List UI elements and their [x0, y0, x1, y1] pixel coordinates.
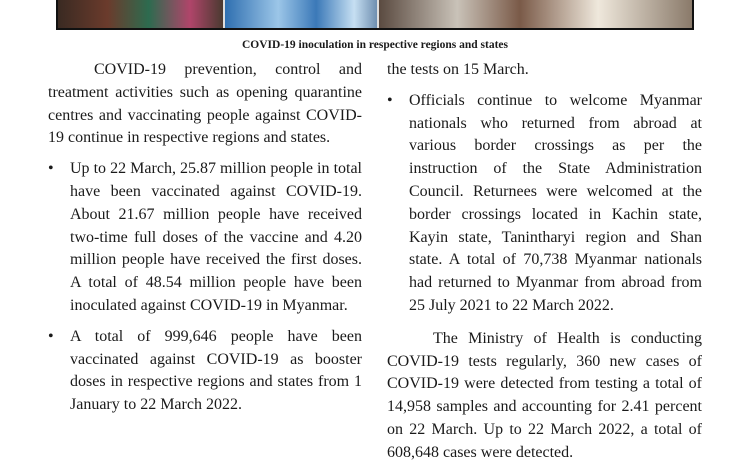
intro-paragraph: COVID-19 prevention, control and treatment activities such as opening quarantine centres and vaccinating people against COVID-19 continue in respective regions and states.: [48, 61, 362, 147]
covid-tests-paragraph: The Ministry of Health is conducting COVID-19 tests regularly, 360 new cases of COVID-19 were detected from testing a total of 14,958 samples and accounting for 2.41 percent on 22 March. Up to 22 March 2022, a total of 608,648 cases were detected.: [387, 329, 702, 461]
news-photo-vaccination: [377, 0, 692, 28]
right-text-column: [387, 59, 702, 465]
bullet-icon: •: [48, 160, 54, 178]
bullet-icon: •: [387, 91, 393, 109]
bullet-icon: •: [48, 327, 54, 345]
continued-text: the tests on 15 March.: [387, 61, 529, 78]
news-photo-strip: [56, 0, 694, 30]
left-text-column: [48, 59, 362, 417]
booster-dose-text: A total of 999,646 people have been vaccinated against COVID-19 as booster doses in respective regions and states from 1 January to 22 March 2022.: [70, 327, 362, 414]
news-photo-health-worker: [223, 0, 377, 28]
list-item: [48, 158, 362, 318]
photo-caption: COVID-19 inoculation in respective regions and states: [242, 39, 508, 51]
returnees-text: Officials continue to welcome Myanmar nationals who returned from abroad at various border crossings as per the instruction of the State Administration Council. Returnees were welcomed at the border crossings located in Kachin state, Kayin state, Tanintharyi region and Shan state. A total of 70,738 Myanmar nationals had returned to Myanmar from abroad from 25 July 2021 to 22 March 2022.: [409, 91, 702, 314]
vaccination-count-text: Up to 22 March, 25.87 million people in total have been vaccinated against COVID-19. About 21.67 million people have received two-time full doses of the vaccine and 4.20 million people have received the first doses. A total of 48.54 million people have been inoculated against COVID-19 in Myanmar.: [70, 160, 362, 314]
news-photo-crowd: [58, 0, 223, 28]
list-item: [48, 326, 362, 417]
list-item: [387, 90, 702, 318]
